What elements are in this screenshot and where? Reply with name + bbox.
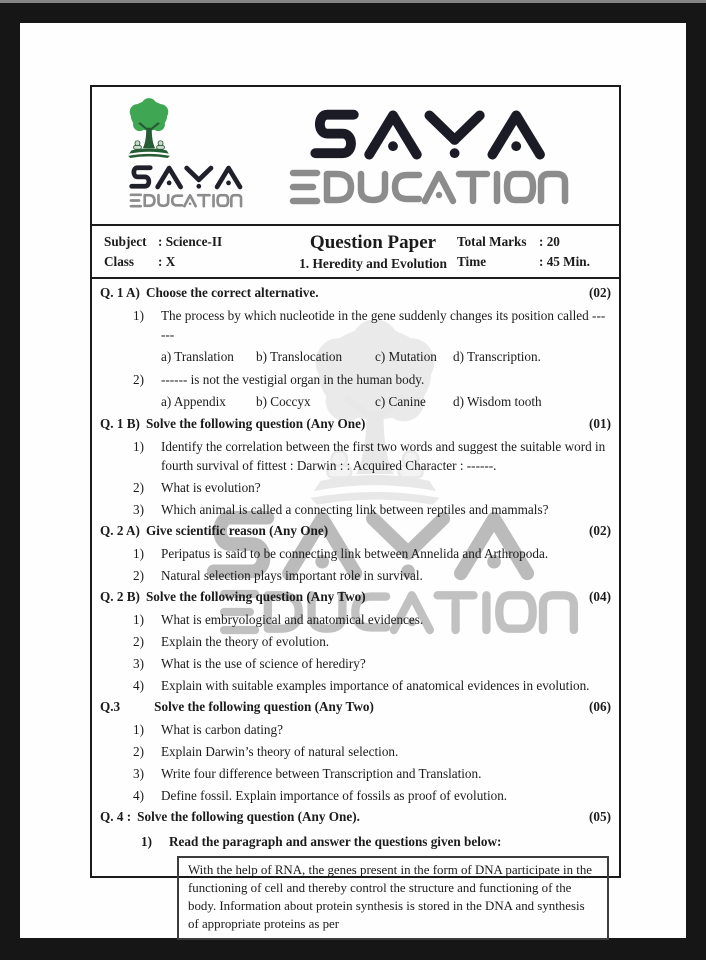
item-number: 2) xyxy=(133,634,144,649)
logo-small-subwordmark-icon xyxy=(127,192,245,209)
item-text: Define fossil. Explain importance of fossils as proof of evolution. xyxy=(161,788,508,803)
item-text: ------ is not the vestigial organ in the human body. xyxy=(161,372,425,387)
chapter-title: 1. Heredity and Evolution xyxy=(299,256,447,271)
item-text: Peripatus is said to be connecting link between Annelida and Arthropoda. xyxy=(161,546,549,561)
item-number: 1) xyxy=(133,612,144,627)
question-item xyxy=(133,566,607,585)
logo-small-wordmark-icon xyxy=(128,164,244,191)
option-d: d) Wisdom tooth xyxy=(453,394,542,409)
item-text: Read the paragraph and answer the questions given below: xyxy=(169,834,502,849)
paper-meta-header xyxy=(92,226,619,279)
section-title: Choose the correct alternative. xyxy=(145,285,319,300)
section-title: Solve the following question (Any Two) xyxy=(145,589,366,604)
question-item xyxy=(133,544,607,563)
questions-body xyxy=(92,279,619,940)
meta-right-column xyxy=(457,232,607,274)
item-text: What is the use of science of herediry? xyxy=(161,656,366,671)
logo-band xyxy=(92,87,619,226)
section-title: Solve the following question (Any Two) xyxy=(154,699,374,714)
item-number: 4) xyxy=(133,678,144,693)
brand-wordmark-icon xyxy=(260,107,596,163)
subject-value: : Science-II xyxy=(158,234,223,249)
marks-badge: (06) xyxy=(589,699,611,714)
item-text: What is carbon dating? xyxy=(161,722,283,737)
question-item xyxy=(133,370,607,389)
item-number: 1) xyxy=(141,834,152,849)
item-number: 2) xyxy=(133,568,144,583)
meta-center-column xyxy=(289,232,457,274)
subject-label: Subject xyxy=(104,234,147,249)
item-text: Identify the correlation between the first two words and suggest the suitable word in fourth survival of fittest : Darwin : : Acquired Character : ------. xyxy=(161,439,606,473)
item-number: 1) xyxy=(133,722,144,737)
item-number: 4) xyxy=(133,788,144,803)
item-number: 3) xyxy=(133,502,144,517)
question-item xyxy=(133,742,607,761)
question-number: Q. 2 A) xyxy=(100,523,140,538)
item-text: Explain the theory of evolution. xyxy=(161,634,330,649)
marks-badge: (02) xyxy=(589,285,611,300)
paper-frame xyxy=(90,85,621,931)
paper-page xyxy=(20,23,686,938)
question-number: Q. 2 B) xyxy=(100,589,140,604)
meta-left-column xyxy=(104,232,289,274)
question-number: Q. 1 B) xyxy=(100,416,140,431)
logo-small-text xyxy=(186,209,187,210)
item-number: 3) xyxy=(133,656,144,671)
question-item xyxy=(133,500,607,519)
total-marks-label: Total Marks xyxy=(457,234,527,249)
item-text: Write four difference between Transcription and Translation. xyxy=(161,766,482,781)
item-text: The process by which nucleotide in the gene suddenly changes its position called ------ xyxy=(161,308,606,342)
item-text: What is embryological and anatomical evidences. xyxy=(161,612,424,627)
item-text: Which animal is called a connecting link between reptiles and mammals? xyxy=(161,502,549,517)
question-item xyxy=(133,786,607,805)
question-item xyxy=(133,632,607,651)
item-text: What is evolution? xyxy=(161,480,261,495)
item-number: 2) xyxy=(133,744,144,759)
brand-name-text xyxy=(260,208,261,209)
question-item xyxy=(141,832,607,851)
item-number: 2) xyxy=(133,372,144,387)
question-item xyxy=(133,478,607,497)
logo-small-subtext xyxy=(186,209,187,210)
brand-lockup xyxy=(260,107,598,208)
paragraph-text: With the help of RNA, the genes present in the form of DNA participate in the functioning of cell and thereby control the structure and functioning of the body. Information about protein synthesis is stored in the DNA and synthesis of appropriate proteins as per xyxy=(188,863,592,931)
section-q2a xyxy=(100,521,611,585)
question-item xyxy=(133,764,607,783)
item-text: Explain with suitable examples importance of anatomical evidences in evolution. xyxy=(161,678,590,693)
section-title: Solve the following question (Any One) xyxy=(145,416,366,431)
section-title: Give scientific reason (Any One) xyxy=(145,523,329,538)
options-row xyxy=(161,392,607,412)
item-number: 1) xyxy=(133,546,144,561)
section-q4 xyxy=(100,807,611,851)
item-text: Explain Darwin’s theory of natural selection. xyxy=(161,744,399,759)
option-c: c) Canine xyxy=(375,394,426,409)
class-value: : X xyxy=(158,254,176,269)
section-title: Solve the following question (Any One). xyxy=(137,809,360,824)
marks-badge: (01) xyxy=(589,416,611,431)
item-number: 2) xyxy=(133,480,144,495)
question-item xyxy=(133,720,607,739)
page-title: Question Paper xyxy=(309,232,437,253)
question-number: Q.3 xyxy=(100,699,121,714)
time-label: Time xyxy=(457,254,487,269)
question-number: Q. 1 A) xyxy=(100,285,140,300)
logo-small xyxy=(120,97,252,209)
marks-badge: (05) xyxy=(589,809,611,824)
item-number: 1) xyxy=(133,308,144,323)
options-row xyxy=(161,347,607,367)
option-d: d) Transcription. xyxy=(453,349,541,364)
brand-sub-text xyxy=(260,208,261,209)
question-item xyxy=(133,676,607,695)
option-c: c) Mutation xyxy=(375,349,437,364)
question-item xyxy=(133,306,607,344)
question-item xyxy=(133,610,607,629)
section-q3 xyxy=(100,697,611,805)
option-a: a) Appendix xyxy=(161,394,226,409)
time-value: : 45 Min. xyxy=(539,254,590,269)
top-edge-strip xyxy=(0,0,706,3)
item-number: 3) xyxy=(133,766,144,781)
marks-badge: (02) xyxy=(589,523,611,538)
item-number: 1) xyxy=(133,439,144,454)
section-q1a xyxy=(100,283,611,412)
total-marks-value: : 20 xyxy=(539,234,560,249)
marks-badge: (04) xyxy=(589,589,611,604)
option-a: a) Translation xyxy=(161,349,234,364)
question-number: Q. 4 : xyxy=(100,809,132,824)
class-label: Class xyxy=(104,254,135,269)
brand-subwordmark-icon xyxy=(260,166,598,208)
section-q2b xyxy=(100,587,611,695)
question-item xyxy=(133,654,607,673)
paragraph-box xyxy=(177,856,609,940)
option-b: b) Translocation xyxy=(256,349,343,364)
section-q1b xyxy=(100,414,611,519)
question-item xyxy=(133,437,607,475)
item-text: Natural selection plays important role in survival. xyxy=(161,568,423,583)
option-b: b) Coccyx xyxy=(256,394,311,409)
logo-tree-icon xyxy=(120,97,178,163)
